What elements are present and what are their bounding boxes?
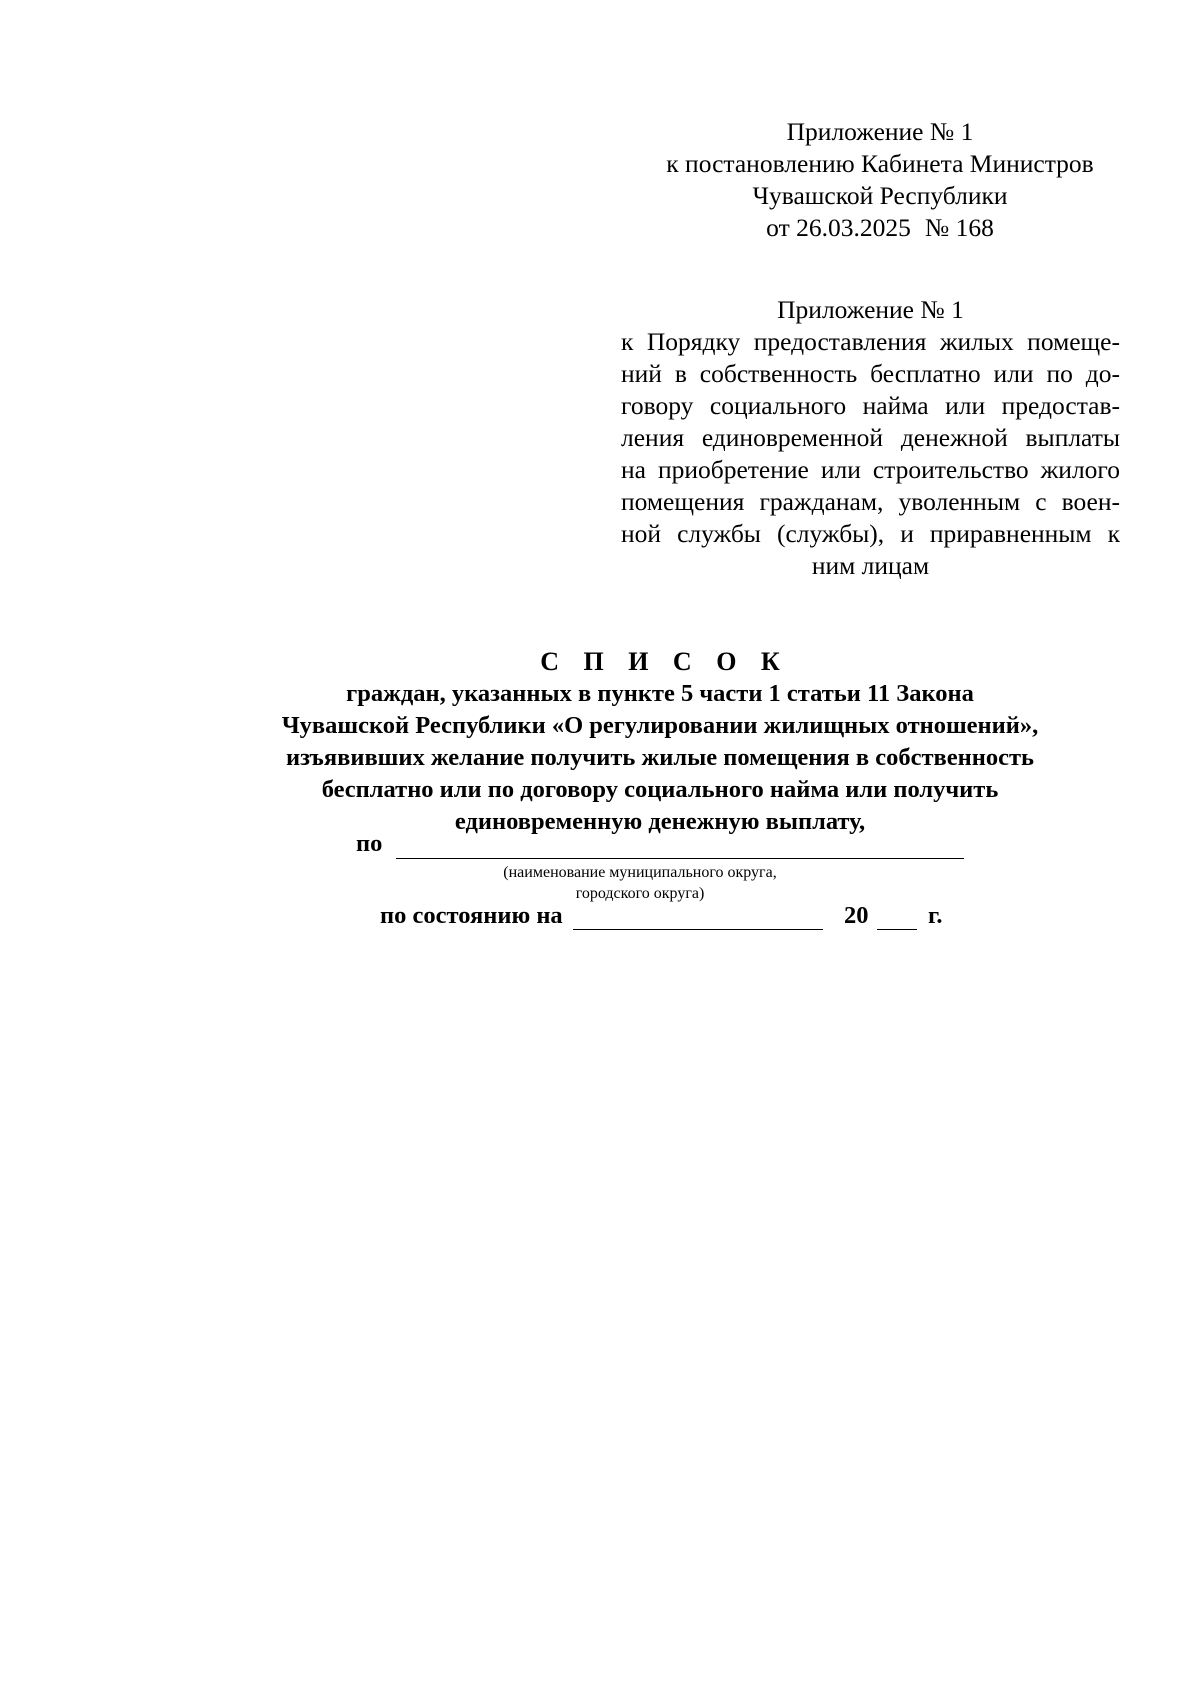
list-title-line: изъявивших желание получить жилые помещения в собственность	[286, 744, 1034, 771]
list-title-line: граждан, указанных в пункте 5 части 1 статьи 11 Закона	[346, 680, 974, 707]
appendix-procedure-line: ний в собственность бесплатно или по до-	[621, 359, 1120, 388]
municipality-caption-line1: (наименование муниципального округа,	[503, 864, 777, 881]
appendix-procedure-last-line: ним лицам	[811, 551, 930, 580]
list-title-block	[150, 646, 1170, 838]
municipality-field-label: по	[356, 830, 383, 857]
year-prefix: 20	[844, 902, 869, 929]
appendix-cabinet-title: Приложение № 1	[786, 117, 974, 146]
appendix-procedure-line: ной службы (службы), и приравненным к	[621, 519, 1120, 548]
list-title-line: бесплатно или по договору социального найма или получить	[321, 776, 999, 803]
appendix-procedure-line: помещения гражданам, уволенным с воен-	[621, 487, 1120, 516]
state-date-label: по состоянию на	[380, 902, 563, 929]
year-blank-line[interactable]	[877, 929, 917, 930]
municipality-field	[356, 828, 976, 864]
appendix-cabinet-date-line	[600, 212, 1160, 244]
appendix-cabinet-line2: к постановлению Кабинета Министров	[666, 149, 1094, 178]
appendix-procedure-line: на приобретение или строительство жилого	[621, 455, 1120, 484]
appendix-procedure-line: к Порядку предоставления жилых помеще-	[621, 327, 1120, 356]
appendix-procedure-header	[621, 294, 1120, 582]
list-title-line: единовременную денежную выплату,	[454, 808, 866, 835]
appendix-procedure-title: Приложение № 1	[777, 295, 964, 324]
resolution-number: № 168	[924, 213, 994, 242]
appendix-cabinet-header	[600, 116, 1160, 244]
year-suffix: г.	[928, 902, 943, 929]
list-title-line: Чувашской Республики «О регулировании жилищных отношений»,	[281, 712, 1039, 739]
appendix-procedure-line: ления единовременной денежной выплаты	[621, 423, 1120, 452]
municipality-caption-line2: городского округа)	[575, 885, 705, 902]
resolution-date: от 26.03.2025	[766, 213, 911, 242]
appendix-procedure-line: говору социального найма или предостав-	[621, 391, 1120, 420]
list-heading: С П И С О К	[540, 647, 789, 676]
state-date-blank-line[interactable]	[573, 929, 823, 930]
municipality-caption	[420, 862, 860, 904]
municipality-blank-line[interactable]	[396, 858, 964, 859]
appendix-cabinet-line3: Чувашской Республики	[752, 181, 1008, 210]
state-date-field	[380, 900, 980, 936]
